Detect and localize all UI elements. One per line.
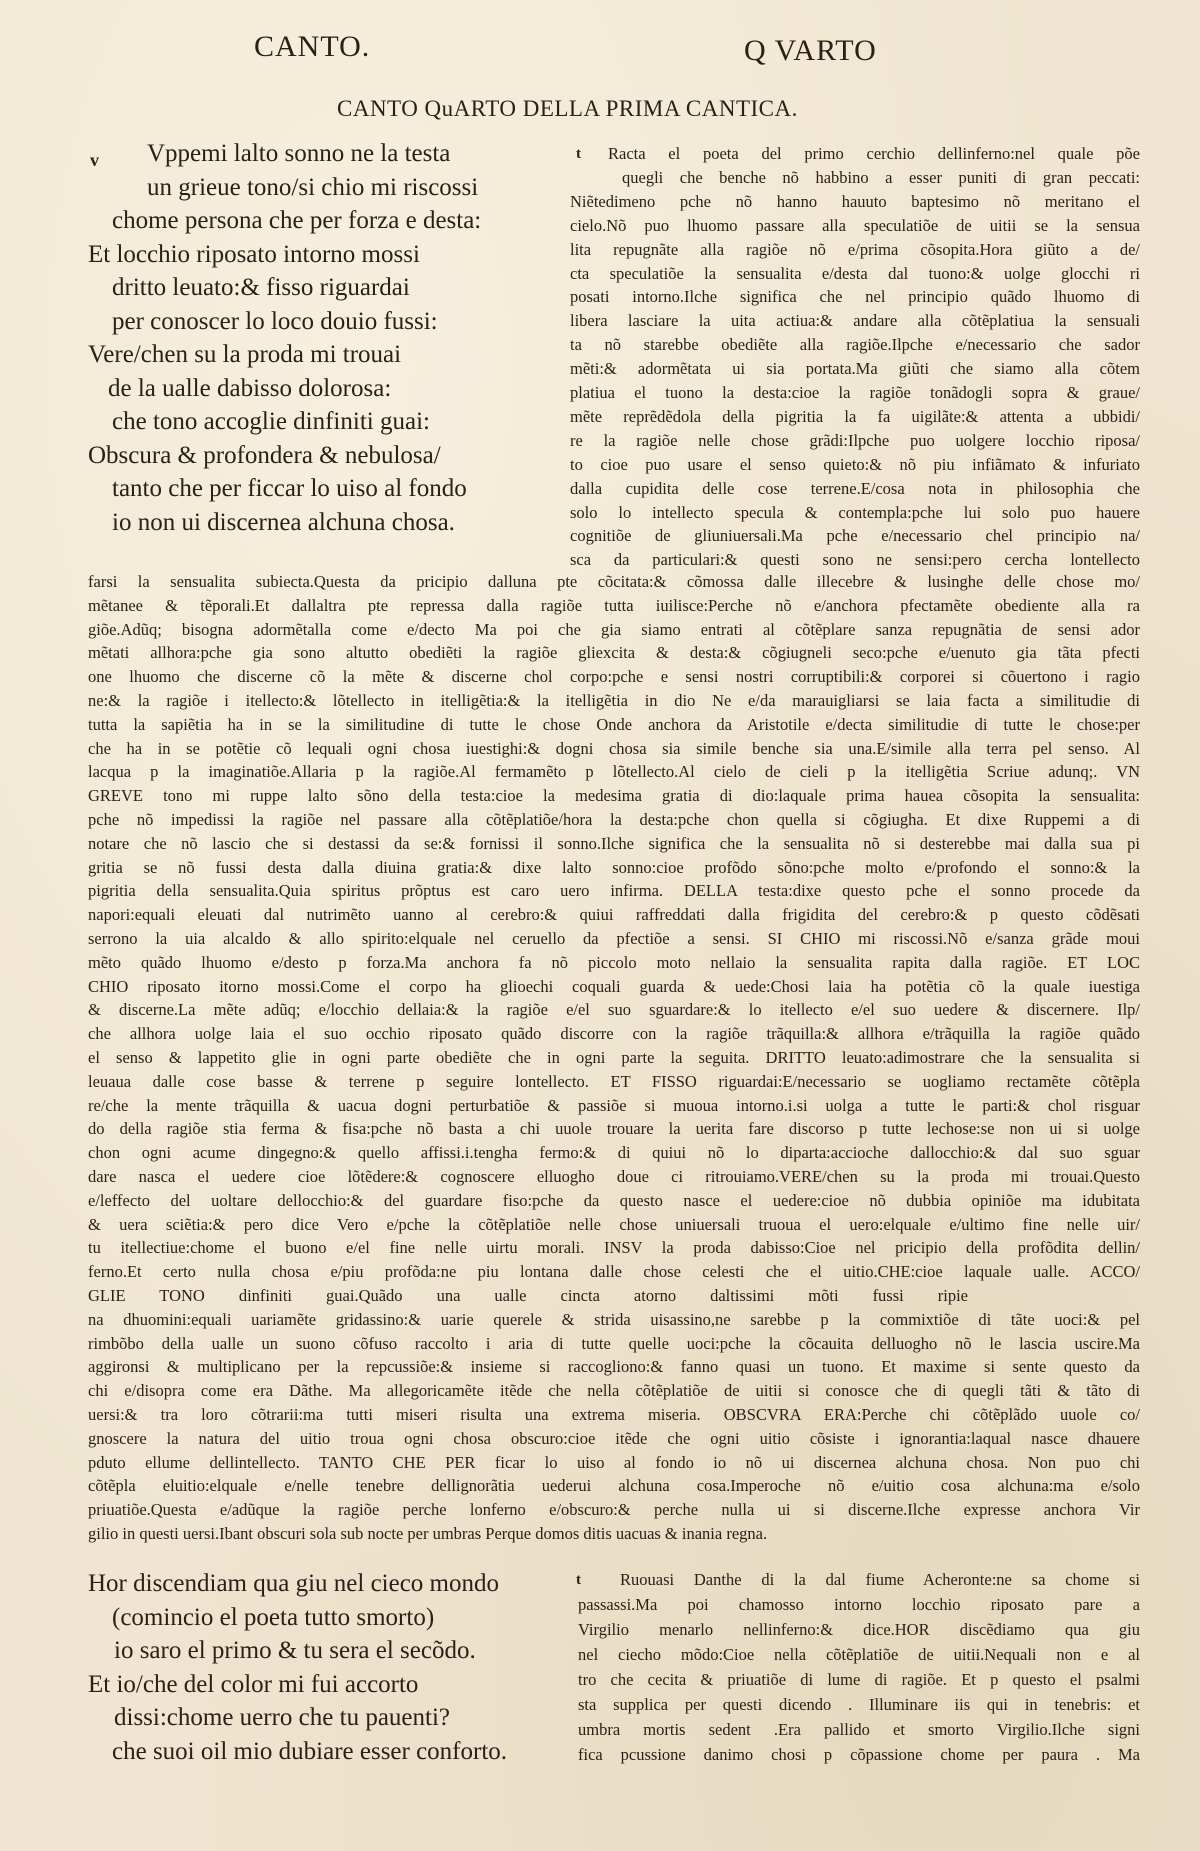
commentary-line: quegli che benche nõ habbino a esser puniti di gran peccati:: [622, 167, 1140, 187]
commentary-line: giõe.Adũq; bisogna adormẽtalla come e/decto Ma poi che gia siamo entrati al cõtẽplare sanza repugnãtia de sensi ador: [88, 619, 1140, 639]
commentary-line: pigritia della sensualita.Quia spiritus prõptus est caro uero infirma. DELLA testa:dixe questo pche el sonno procede da: [88, 881, 1140, 901]
commentary-line: lita repugnãte alla ragiõe nõ e/prima cõsopita.Hora giũto a de/: [570, 239, 1140, 259]
commentary-line: ne:& la ragiõe i itellecto:& lõtellecto in itelligẽtia:& la itelligẽtia in dio Ne e/da marauigliarsi se laia facta a similitudie di: [88, 691, 1140, 710]
commentary-line: to cioe puo usare el senso quieto:& nõ piu infiãmato & infuriato: [570, 454, 1140, 474]
commentary-line: solo lo intellecto specula & contempla:pche lui solo puo hauere: [570, 502, 1140, 522]
verse-line: Vere/chen su la proda mi trouai: [88, 341, 402, 368]
verse-line: (comincio el poeta tutto smorto): [112, 1603, 435, 1631]
commentary-line: aggironsi & multiplicano per la repcussiõe:& insieme si raccogliono:& fanno quasi un tuono. Et maxime si sente questo da: [88, 1357, 1140, 1377]
verse-line: io non ui discernea alchuna chosa.: [112, 508, 455, 536]
commentary-line: che ha in se potẽtie cõ lequali ogni chosa iuestighi:& dogni chosa sia simile benche sia una.E/simile alla terra pel senso. Al: [88, 738, 1140, 758]
commentary-line: na dhuomini:equali uariamẽte gridassino:& uarie querele & strida uisassino,ne sarebbe p la commixtiõe di tãte uoci:& pel: [88, 1309, 1140, 1329]
commentary-line: fica pcussione danimo chosi p cõpassione chome per paura . Ma: [578, 1745, 1140, 1764]
verse-marker: v: [90, 150, 99, 170]
commentary-line: CHIO riposato itorno mossi.Come el corpo ha glioechi coquali guarda & uede:Chosi laia ha potẽtia cõ la quale iuestiga: [88, 976, 1140, 996]
verse-line: chome persona che per forza e desta:: [112, 207, 482, 234]
commentary-line: ferno.Et certo nulla chosa e/piu profõda:ne piu lontana dalle chose celesti che el uitio.CHE:cioe laquale ualle. ACCO/: [88, 1262, 1140, 1282]
verse-line: Hor discendiam qua giu nel cieco mondo: [88, 1570, 499, 1597]
commentary-line: platiua el tuono la desta:cioe la ragiõe tonãdogli sopra & graue/: [570, 383, 1140, 402]
commentary-line: rimbõbo della ualle un suono cõfuso raccolto i aria di tutte quelle uoci:pche la cõcauita delluogho nõ le lascia uscire.Ma: [88, 1333, 1140, 1353]
verse-line: dritto leuato:& fisso riguardai: [112, 274, 410, 301]
commentary-marker-top: t: [576, 146, 581, 162]
commentary-line: Niẽtedimeno pche nõ hanno hauuto baptesimo nõ meritano el: [570, 191, 1140, 211]
running-head-right: Q VARTO: [744, 34, 877, 67]
commentary-line: umbra mortis sedent .Era pallido et smorto Virgilio.Ilche signi: [578, 1720, 1140, 1739]
commentary-line: & uera sciẽtia:& pero dice Vero e/pche la cõtẽplatiõe nelle chose uniuersali truoua el uero:elquale e/ultimo fine nelle uir/: [88, 1214, 1140, 1234]
commentary-line: GLIE TONO dinfiniti guai.Quãdo una ualle cincta atorno daltissimi mõti fussi ripie: [88, 1286, 968, 1305]
commentary-line: tu itellectiue:chome el buono e/el fine nelle uirtu morali. INSV la proda dabisso:Cioe nel pricipio della profõdita dellin/: [88, 1238, 1140, 1258]
commentary-line: Racta el poeta del primo cerchio dellinferno:nel quale põe: [608, 144, 1140, 163]
commentary-line: sta supplica per questi dicendo . Illuminare iis qui in tenebris: et: [578, 1695, 1140, 1714]
commentary-line: mẽte reprẽdẽdola della pigritia la fa uigilãte:& attenta a ubbidi/: [570, 406, 1140, 426]
verse-line: che tono accoglie dinfiniti guai:: [112, 408, 430, 435]
commentary-line: tro che cecita & priuatiõe di lume di ragiõe. Et p questo el psalmi: [578, 1670, 1140, 1689]
commentary-line: & discerne.La mẽte adũq; e/locchio dellaia:& la ragiõe e/el suo sguardare:& lo itellecto e/el suo uedere & discernere. Ilp/: [88, 1000, 1140, 1020]
commentary-line: dare nasca el uedere cioe lõtẽdere:& cognoscere elluogho doue ci ritrouiamo.VERE/chen su la proda mi trouai.Questo: [88, 1167, 1140, 1186]
canto-title: CANTO QuARTO DELLA PRIMA CANTICA.: [337, 96, 798, 121]
verse-line: Obscura & profondera & nebulosa/: [88, 441, 441, 469]
running-head-left: CANTO.: [254, 30, 371, 63]
commentary-line: uersi:& tra loro cõtrarii:ma tutti miseri risulta una extrema miseria. OBSCVRA ERA:Perche chi cõtẽplãdo uuole co/: [88, 1405, 1140, 1424]
commentary-line: notare che nõ lascio che si destassi da se:& fornissi il sonno.Ilche significa che la sensualita nõ si desterebbe mai dalla sua pi: [88, 833, 1140, 853]
commentary-line: Ruouasi Danthe di la dal fiume Acheronte:ne sa chome si: [620, 1570, 1140, 1589]
verse-line: Vppemi lalto sonno ne la testa: [147, 140, 451, 167]
commentary-line: lacqua p la imaginatiõe.Allaria p la ragiõe.Al fermamẽto p lõtellecto.Al cielo de cieli p la itelligẽtia Scriue adunq;. VN: [88, 762, 1140, 782]
verse-line: dissi:chome uerro che tu pauenti?: [114, 1704, 450, 1731]
commentary-line: farsi la sensualita subiecta.Questa da pricipio dalluna pte cõcitata:& cõmossa dalle illecebre & lusinghe delle chose mo/: [88, 572, 1140, 591]
commentary-line: cielo.Nõ puo lhuomo passare alla speculatiõe de uitii se la sensua: [570, 215, 1140, 235]
verse-line: Et locchio riposato intorno mossi: [88, 240, 420, 268]
commentary-line: mẽtanee & tẽporali.Et dallaltra pte repressa dalla ragiõe tutta iuilisce:Perche nõ e/anchora pfectamẽte obediente alla ra: [88, 595, 1140, 615]
commentary-line: el senso & lappetito glie in ogni parte obediẽte che in ogni parte la seguita. DRITTO leuato:adimostrare che la sensualita si: [88, 1048, 1140, 1067]
verse-line: tanto che per ficcar lo uiso al fondo: [112, 475, 467, 502]
commentary-line: cognitiõe de gliuniuersali.Ma pche e/necessario chel principio na/: [570, 526, 1140, 546]
commentary-line: priuatiõe.Questa e/adũque la ragiõe perche lonferno e/obscuro:& perche nulla ui si discerne.Ilche expresse anchora Vir: [88, 1500, 1140, 1520]
commentary-line: gnoscere la natura del uitio troua ogni chosa obscuro:cioe itẽde che ogni uitio cõsiste i ignorantia:laqual nasce dhauere: [88, 1428, 1140, 1448]
verse-line: un grieue tono/si chio mi riscossi: [147, 173, 479, 201]
commentary-line: nel ciecho mõdo:Cioe nella cõtẽplatiõe de uitii.Nequali non e al: [578, 1645, 1140, 1664]
commentary-line: leuaua dalle cose basse & terrene p seguire lontellecto. ET FISSO riguardai:E/necessario se uogliamo rectamẽte cõtẽpla: [88, 1071, 1140, 1091]
commentary-line: pche nõ impedissi la ragiõe nel passare alla cõtẽplatiõe/hora la desta:pche chon quella si cõgiugha. Et dixe Ruppemi a di: [88, 810, 1140, 829]
commentary-line: sca da particulari:& questi sono ne sensi:pero cercha lontellecto: [570, 550, 1140, 570]
commentary-line: dalla cupidita delle cose terrene.E/cosa nota in philosophia che: [570, 478, 1140, 498]
commentary-line: passassi.Ma poi chamosso intorno locchio riposato pare a: [578, 1595, 1140, 1614]
commentary-line: one lhuomo che discerne cõ la mẽte & discerne chol corpo:pche e sensi nostri corruptibili:& corporei si cõuertono i ragio: [88, 667, 1140, 687]
commentary-line: libera lasciare la uita actiua:& andare alla cõtẽplatiua la sensuali: [570, 311, 1140, 331]
commentary-line: GREVE tono mi ruppe lalto sõno della testa:cioe la medesima gratia di dio:laquale prima hauea cõsopita la sensualita:: [88, 786, 1140, 806]
commentary-line: re/che la mente trãquilla & uacua dogni perturbatiõe & passiõe si muoua intorno.i.si uolga a tutte le parti:& chol risguar: [88, 1095, 1140, 1115]
commentary-line: do della ragiõe stia ferma & fisa:pche nõ basta a chi uuole trouare la uerita fare discorso p tutte lechose:se non ui si uolge: [88, 1119, 1140, 1139]
commentary-line: mẽtati allhora:pche gia sono altutto obediẽti la ragiõe gliexcita & desta:& cõgiugneli seco:pche e/uenuto gia tãta pfecti: [88, 643, 1140, 663]
commentary-line: mẽto quãdo lhuomo e/desto p forza.Ma anchora fa nõ piccolo moto nellaio la sensualita rapita dalla ragiõe. ET LOC: [88, 952, 1140, 972]
verse-line: che suoi oil mio dubiare esser conforto.: [112, 1737, 508, 1765]
verse-line: de la ualle dabisso dolorosa:: [108, 374, 392, 402]
commentary-line: cta speculatiõe la sensualita e/desta dal tuono:& uolge glocchi ri: [570, 263, 1140, 283]
verse-line: Et io/che del color mi fui accorto: [88, 1670, 419, 1698]
verse-line: io saro el primo & tu sera el secõdo.: [114, 1637, 476, 1664]
commentary-line: e/leffecto del uoltare dellocchio:& del guardare fiso:pche da questo nasce el uedere:cioe nõ dubbia opiniõe ma idubitata: [88, 1190, 1140, 1210]
commentary-line: chi e/disopra come era Dãthe. Ma allegoricamẽte itẽde che nella cõtẽplatiõe de uitii si conosce che di quegli tãti & tãto di: [88, 1381, 1140, 1401]
commentary-line: serrono la uia alcaldo & allo spirito:elquale nel ceruello da pfectiõe a sensi. SI CHIO mi riscossi.Nõ e/sanza grãde moui: [88, 929, 1140, 948]
commentary-line: ta nõ starebbe obediẽte alla ragiõe.Ilpche e/necessario che sador: [570, 335, 1140, 355]
commentary-line: napori:equali eleuati dal nutrimẽto uanno al cerebro:& quiui raffreddati dalla frigidita del cerebro:& p questo cõdẽsati: [88, 905, 1140, 925]
commentary-line: Virgilio menarlo nellinferno:& dice.HOR discẽdiamo qua giu: [578, 1620, 1140, 1639]
commentary-line: mẽti:& adormẽtata ui sia portata.Ma giũti che siamo alla cõtem: [570, 359, 1140, 379]
commentary-line: gilio in questi uersi.Ibant obscuri sola sub nocte per umbras Perque domos ditis uacuas & inania regna.: [88, 1524, 768, 1543]
commentary-line: che allhora uolge laia el suo occhio riposato quãdo discorre con la ragiõe trãquilla:& allhora e/trãquilla la ragiõe quãdo: [88, 1024, 1140, 1044]
verse-line: per conoscer lo loco douio fussi:: [112, 307, 438, 335]
commentary-line: tutta la sapiẽtia ha in se la similitudine di tutte le chose Onde anchora da Aristotile e/decta similitudie di tutte le chose:per: [88, 714, 1140, 734]
commentary-line: cõtẽpla eluitio:elquale e/nelle tenebre dellignorãtia uederui alchuna cosa.Imperoche nõ e/uitio cosa alchuna:ma e/solo: [88, 1476, 1140, 1496]
commentary-line: re la ragiõe nelle chose grãdi:Ilpche puo uolgere locchio riposa/: [570, 430, 1140, 450]
commentary-line: posati intorno.Ilche significa che nel principio quãdo lhuomo di: [570, 287, 1140, 307]
commentary-line: gritia se nõ fussi desta dalla diuina gratia:& dixe lalto sonno:cioe profõdo sõno:pche molto e/profondo el sonno:& la: [88, 857, 1140, 877]
commentary-line: pduto ellume dellintellecto. TANTO CHE PER ficar lo uiso al fondo io nõ ui discernea alchuna chosa. Non puo chi: [88, 1452, 1140, 1472]
commentary-line: chon ogni acume dingegno:& quello affissi.i.tengha fermo:& di quiui nõ lo diparta:accioche dallocchio:& dal suo sguar: [88, 1143, 1140, 1163]
commentary-marker-bottom: t: [576, 1572, 581, 1588]
